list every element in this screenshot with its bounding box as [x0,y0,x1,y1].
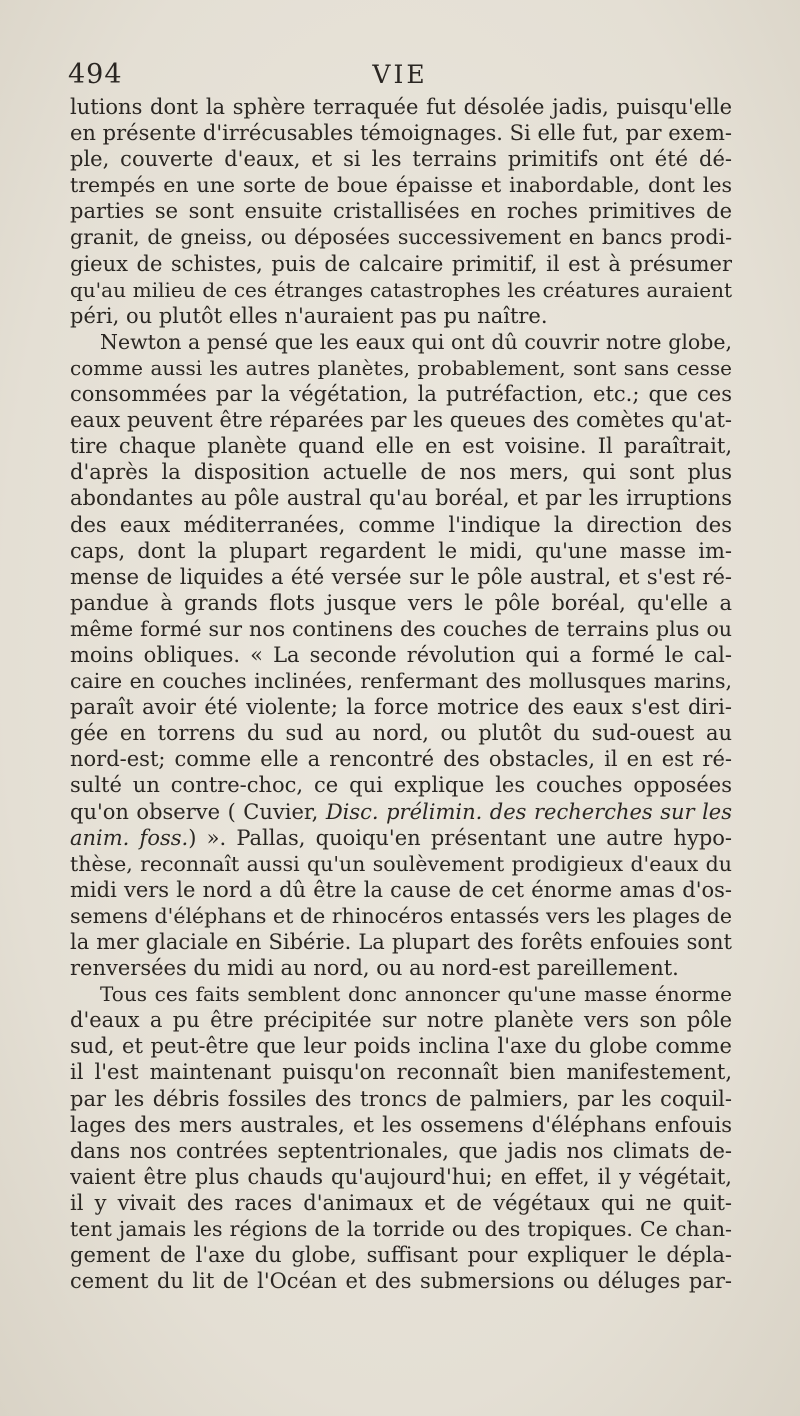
text-line [70,1164,732,1190]
text-line [70,1190,732,1216]
text-line [70,146,732,172]
line-text: semens d'éléphans et de rhinocéros entassés vers les plages de [70,903,732,928]
text-line [70,355,732,381]
text-line [70,1059,732,1085]
text-line [70,1268,732,1294]
text-line [70,381,732,407]
text-line [70,1242,732,1268]
line-text: gieux de schistes, puis de calcaire primitif, il est à présumer [70,251,732,276]
line-text: moins obliques. « La seconde révolution qui a formé le cal- [70,642,732,667]
line-text: des eaux méditerranées, comme l'indique la direction des [70,512,732,537]
text-line [70,224,732,250]
line-text: il y vivait des races d'animaux et de végétaux qui ne quit- [70,1190,732,1215]
text-line [70,825,732,851]
text-line [70,1086,732,1112]
line-text: renversées du midi au nord, ou au nord-est pareillement. [70,956,679,981]
text-line [70,668,732,694]
running-title: VIE [372,60,428,89]
text-line [70,459,732,485]
text-line [70,277,732,303]
line-text: sulté un contre-choc, ce qui explique les couches opposées [70,773,732,798]
line-text: ple, couverte d'eaux, et si les terrains primitifs ont été dé- [70,147,732,172]
line-text: Tous ces faits semblent donc annoncer qu'une masse énorme [100,982,732,1007]
text-line [70,564,732,590]
line-text: eaux peuvent être réparées par les queues des comètes qu'at- [70,408,732,433]
line-text: la mer glaciale en Sibérie. La plupart des forêts enfouies sont [70,930,732,954]
line-text: d'après la disposition actuelle de nos mers, qui sont plus [70,460,732,485]
text-line [70,642,732,668]
text-line [70,251,732,277]
running-head [68,58,732,92]
line-text: vaient être plus chauds qu'aujourd'hui; en effet, il y végétait, [70,1164,732,1189]
line-text: il l'est maintenant puisqu'on reconnaît bien manifestement, [70,1060,732,1085]
text-line [70,1033,732,1059]
line-text: par les débris fossiles des troncs de palmiers, par les coquil- [70,1086,732,1111]
text-line [70,616,732,642]
text-line [70,512,732,538]
line-text: qu'au milieu de ces étranges catastrophes les créatures auraient [70,277,732,302]
line-text: caps, dont la plupart regardent le midi, qu'une masse im- [70,538,732,563]
text-line [70,329,732,355]
line-text-italic: anim. foss. [70,825,189,850]
line-text: pandue à grands flots jusque vers le pôle boréal, qu'elle a [70,590,732,615]
text-line [70,1138,732,1164]
line-text: trempés en une sorte de boue épaisse et inabordable, dont les [70,173,732,198]
line-text: péri, ou plutôt elles n'auraient pas pu naître. [70,303,548,328]
text-line [70,1007,732,1033]
line-text: tire chaque planète quand elle en est voisine. Il paraîtrait, [70,434,732,459]
text-line [70,590,732,616]
text-line [70,981,732,1007]
line-text: lages des mers australes, et les ossemens d'éléphans enfouis [70,1112,732,1137]
text-line [70,172,732,198]
text-line [70,407,732,433]
text-line [70,538,732,564]
line-text: mense de liquides a été versée sur le pôle austral, et s'est ré- [70,564,732,589]
line-text: parties se sont ensuite cristallisées en roches primitives de [70,199,732,224]
text-line [70,772,732,798]
text-line [70,746,732,772]
line-text: dans nos contrées septentrionales, que jadis nos climats de- [70,1138,732,1163]
line-text: qu'on observe ( Cuvier, [70,799,326,824]
line-text: gée en torrens du sud au nord, ou plutôt du sud-ouest au [70,721,732,746]
text-line [70,799,732,825]
body-text [70,94,732,1294]
text-line [70,720,732,746]
line-text: même formé sur nos continens des couches de terrains plus ou [70,616,732,641]
line-text-after: ) ». Pallas, quoiqu'en présentant une autre hypo- [188,825,732,850]
text-line [70,433,732,459]
text-line [70,1112,732,1138]
line-text: sud, et peut-être que leur poids inclina l'axe du globe comme [70,1034,732,1059]
line-text: Newton a pensé que les eaux qui ont dû couvrir notre globe, [100,329,732,354]
line-text: lutions dont la sphère terraquée fut désolée jadis, puisqu'elle [70,95,732,119]
line-text-italic: Disc. prélimin. des recherches sur les [325,799,732,824]
line-text: consommées par la végétation, la putréfaction, etc.; que ces [70,382,732,407]
page-number: 494 [68,59,123,90]
text-line [70,955,732,981]
text-line [70,877,732,903]
line-text: midi vers le nord a dû être la cause de cet énorme amas d'os- [70,877,732,902]
text-line [70,485,732,511]
text-line [70,851,732,877]
text-line [70,303,732,329]
text-line [70,120,732,146]
line-text: cement du lit de l'Océan et des submersions ou déluges par- [70,1269,732,1294]
line-text: paraît avoir été violente; la force motrice des eaux s'est diri- [70,695,732,720]
line-text: tent jamais les régions de la torride ou des tropiques. Ce chan- [70,1217,732,1242]
text-line [70,929,732,955]
line-text: granit, de gneiss, ou déposées successivement en bancs prodi- [70,225,732,250]
line-text: d'eaux a pu être précipitée sur notre planète vers son pôle [70,1008,732,1033]
line-text: abondantes au pôle austral qu'au boréal, et par les irruptions [70,486,732,511]
text-line [70,198,732,224]
line-text: thèse, reconnaît aussi qu'un soulèvement prodigieux d'eaux du [70,851,732,876]
line-text: caire en couches inclinées, renfermant des mollusques marins, [70,669,732,694]
line-text: comme aussi les autres planètes, probablement, sont sans cesse [70,355,732,380]
text-line [70,903,732,929]
line-text: gement de l'axe du globe, suffisant pour expliquer le dépla- [70,1243,732,1268]
text-line [70,694,732,720]
line-text: en présente d'irrécusables témoignages. Si elle fut, par exem- [70,121,732,146]
line-text: nord-est; comme elle a rencontré des obstacles, il en est ré- [70,747,732,772]
text-line [70,94,732,120]
text-line [70,1216,732,1242]
